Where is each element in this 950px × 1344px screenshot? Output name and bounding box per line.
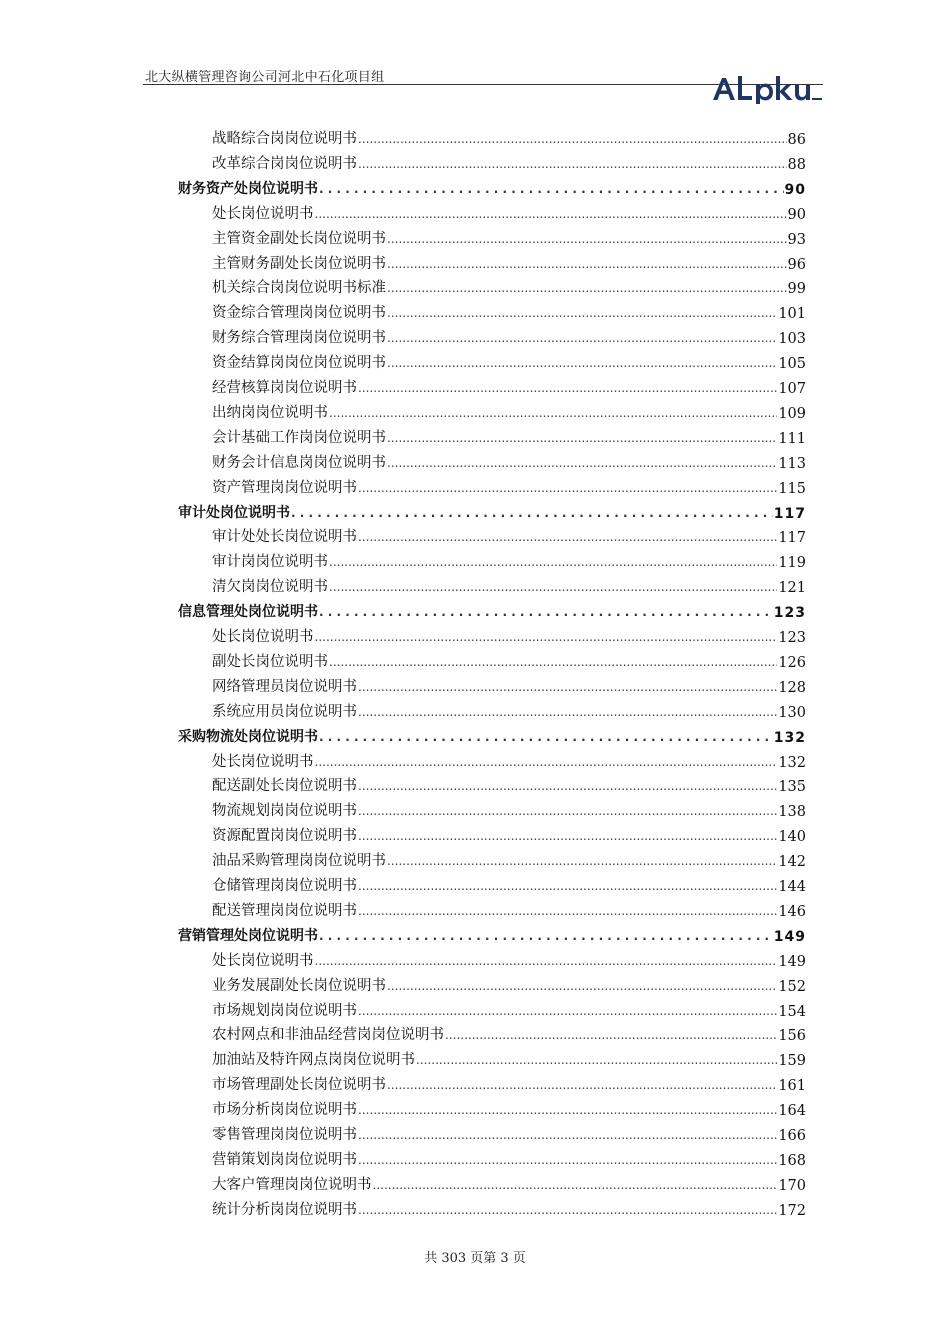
toc-entry[interactable] — [178, 871, 808, 895]
toc-entry-title: 处长岗位说明书 — [212, 629, 314, 645]
toc-leader-dots — [358, 777, 777, 795]
toc-entry-title: 业务发展副处长岗位说明书 — [212, 977, 386, 994]
toc-entry-title: 审计处处长岗位说明书 — [212, 529, 357, 546]
toc-leader-dots — [319, 603, 773, 621]
toc-section-entry[interactable] — [178, 597, 808, 621]
toc-leader-dots — [387, 454, 777, 472]
header-title: 北大纵横管理咨询公司河北中石化项目组 — [145, 70, 385, 85]
toc-entry[interactable] — [178, 971, 808, 995]
toc-entry-title: 会计基础工作岗岗位说明书 — [212, 429, 386, 446]
toc-entry[interactable] — [178, 1195, 808, 1219]
toc-entry-page-number: 168 — [778, 1152, 806, 1169]
toc-entry-title: 战略综合岗岗位说明书 — [212, 131, 357, 147]
toc-entry-page-number: 115 — [778, 480, 806, 497]
toc-entry[interactable] — [178, 996, 808, 1020]
toc-leader-dots — [416, 1051, 777, 1069]
toc-entry[interactable] — [178, 373, 808, 397]
toc-entry-page-number: 156 — [778, 1028, 806, 1045]
toc-entry-page-number: 121 — [778, 580, 806, 597]
toc-leader-dots — [358, 379, 777, 397]
toc-entry-title: 农村网点和非油品经营岗岗位说明书 — [212, 1027, 444, 1044]
toc-entry[interactable] — [178, 448, 808, 472]
toc-entry-title: 主管财务副处长岗位说明书 — [212, 255, 386, 272]
toc-entry-page-number: 126 — [778, 654, 806, 671]
toc-leader-dots — [329, 578, 777, 596]
toc-section-entry[interactable] — [178, 722, 808, 746]
toc-entry[interactable] — [178, 273, 808, 297]
toc-entry-title: 资源配置岗岗位说明书 — [212, 828, 357, 845]
toc-entry-title: 财务会计信息岗岗位说明书 — [212, 454, 386, 471]
toc-entry-title: 处长岗位说明书 — [212, 952, 314, 969]
toc-entry-title: 出纳岗岗位说明书 — [212, 404, 328, 421]
toc-leader-dots — [358, 703, 777, 721]
toc-leader-dots — [445, 1026, 777, 1044]
toc-entry[interactable] — [178, 473, 808, 497]
toc-entry-title: 仓储管理岗岗位说明书 — [212, 878, 357, 894]
toc-entry-page-number: 164 — [778, 1103, 806, 1120]
toc-entry-title: 物流规划岗岗位说明书 — [212, 803, 357, 820]
toc-entry-title: 机关综合岗岗位说明书标准 — [212, 280, 386, 297]
toc-entry-page-number: 144 — [778, 879, 806, 895]
toc-entry[interactable] — [178, 1070, 808, 1094]
toc-leader-dots — [358, 1201, 777, 1219]
company-logo — [711, 72, 823, 104]
toc-entry-page-number: 107 — [778, 381, 806, 397]
toc-entry-page-number: 172 — [778, 1202, 806, 1219]
toc-leader-dots — [329, 404, 777, 422]
page-footer: 共 303 页第 3 页 — [424, 1251, 526, 1266]
toc-entry-title: 配送副处长岗位说明书 — [212, 778, 357, 795]
toc-leader-dots — [358, 1002, 777, 1020]
toc-entry-page-number: 90 — [787, 206, 806, 223]
toc-leader-dots — [373, 1176, 778, 1194]
toc-leader-dots — [358, 1126, 777, 1144]
toc-entry[interactable] — [178, 846, 808, 870]
toc-entry-page-number: 103 — [778, 331, 806, 348]
toc-entry-page-number: 166 — [778, 1128, 806, 1144]
toc-entry-page-number: 117 — [778, 530, 806, 547]
toc-entry[interactable] — [178, 672, 808, 696]
toc-entry[interactable] — [178, 747, 808, 771]
toc-leader-dots — [387, 852, 777, 870]
toc-entry-title: 配送管理岗岗位说明书 — [212, 902, 357, 919]
toc-entry-page-number: 149 — [773, 928, 806, 945]
toc-entry[interactable] — [178, 697, 808, 721]
toc-leader-dots — [358, 827, 777, 845]
toc-entry-page-number: 101 — [778, 306, 806, 323]
toc-section-entry[interactable] — [178, 498, 808, 522]
toc-leader-dots — [358, 130, 787, 148]
toc-entry[interactable] — [178, 1170, 808, 1194]
toc-entry-title: 信息管理处岗位说明书 — [178, 604, 318, 621]
toc-leader-dots — [358, 1101, 777, 1119]
toc-entry[interactable] — [178, 946, 808, 970]
toc-entry-page-number: 170 — [778, 1177, 806, 1194]
toc-entry-page-number: 142 — [778, 854, 806, 871]
toc-entry-title: 主管资金副处长岗位说明书 — [212, 230, 386, 247]
toc-entry-title: 资金结算岗岗位岗位说明书 — [212, 355, 386, 372]
toc-leader-dots — [315, 952, 778, 970]
toc-entry-page-number: 161 — [778, 1078, 806, 1095]
toc-entry-title: 资产管理岗岗位说明书 — [212, 479, 357, 496]
toc-entry-page-number: 111 — [778, 430, 806, 447]
toc-entry-title: 市场规划岗岗位说明书 — [212, 1002, 357, 1019]
toc-entry-page-number: 146 — [778, 903, 806, 920]
toc-entry-page-number: 113 — [778, 455, 806, 472]
toc-entry[interactable] — [178, 149, 808, 173]
toc-entry-title: 零售管理岗岗位说明书 — [212, 1127, 357, 1143]
toc-leader-dots — [319, 728, 773, 746]
toc-entry-title: 加油站及特许网点岗岗位说明书 — [212, 1052, 415, 1069]
toc-entry[interactable] — [178, 323, 808, 347]
toc-leader-dots — [358, 678, 777, 696]
toc-entry-title: 财务资产处岗位说明书 — [178, 180, 318, 197]
toc-entry-page-number: 123 — [778, 630, 806, 646]
toc-entry[interactable] — [178, 1045, 808, 1069]
toc-entry-title: 市场分析岗岗位说明书 — [212, 1102, 357, 1119]
toc-leader-dots — [358, 528, 777, 546]
toc-leader-dots — [315, 205, 787, 223]
toc-entry[interactable] — [178, 124, 808, 148]
toc-entry-page-number: 130 — [778, 704, 806, 721]
toc-entry-title: 采购物流处岗位说明书 — [178, 728, 318, 745]
toc-entry-title: 资金综合管理岗岗位说明书 — [212, 305, 386, 322]
toc-leader-dots — [315, 628, 778, 646]
toc-entry-page-number: 86 — [787, 132, 806, 148]
toc-entry[interactable] — [178, 398, 808, 422]
alpku-logo-icon — [711, 72, 823, 104]
toc-entry-page-number: 88 — [787, 156, 806, 173]
toc-section-entry[interactable] — [178, 174, 808, 198]
toc-entry[interactable] — [178, 199, 808, 223]
toc-entry[interactable] — [178, 622, 808, 646]
toc-leader-dots — [387, 230, 787, 248]
toc-entry[interactable] — [178, 647, 808, 671]
toc-entry[interactable] — [178, 821, 808, 845]
toc-entry-title: 市场管理副处长岗位说明书 — [212, 1077, 386, 1094]
toc-entry-title: 财务综合管理岗岗位说明书 — [212, 330, 386, 347]
toc-entry-title: 审计处岗位说明书 — [178, 504, 290, 521]
toc-entry-page-number: 109 — [778, 405, 806, 422]
toc-entry-title: 改革综合岗岗位说明书 — [212, 155, 357, 172]
toc-leader-dots — [387, 304, 777, 322]
toc-entry-title: 网络管理员岗位说明书 — [212, 678, 357, 695]
toc-entry-title: 大客户管理岗岗位说明书 — [212, 1176, 372, 1193]
toc-leader-dots — [387, 1076, 777, 1094]
toc-leader-dots — [387, 279, 787, 297]
toc-entry-title: 营销策划岗岗位说明书 — [212, 1151, 357, 1168]
toc-entry[interactable] — [178, 249, 808, 273]
toc-entry-page-number: 135 — [778, 779, 806, 796]
toc-leader-dots — [291, 504, 773, 522]
toc-entry[interactable] — [178, 348, 808, 372]
toc-entry-page-number: 138 — [778, 804, 806, 821]
toc-entry-page-number: 154 — [778, 1003, 806, 1020]
toc-leader-dots — [387, 255, 787, 273]
toc-entry-title: 统计分析岗岗位说明书 — [212, 1201, 357, 1218]
toc-leader-dots — [315, 753, 778, 771]
toc-entry[interactable] — [178, 572, 808, 596]
toc-leader-dots — [319, 180, 784, 198]
toc-entry-title: 审计岗岗位说明书 — [212, 554, 328, 571]
toc-entry-page-number: 90 — [784, 181, 806, 198]
toc-entry-title: 系统应用员岗位说明书 — [212, 703, 357, 720]
toc-entry-page-number: 105 — [778, 356, 806, 373]
toc-entry[interactable] — [178, 547, 808, 571]
toc-leader-dots — [358, 902, 777, 920]
toc-entry-page-number: 132 — [773, 729, 806, 746]
toc-section-entry[interactable] — [178, 921, 808, 945]
toc-entry-page-number: 159 — [778, 1053, 806, 1070]
toc-leader-dots — [387, 977, 777, 995]
toc-entry-title: 处长岗位说明书 — [212, 753, 314, 770]
toc-leader-dots — [358, 877, 777, 895]
toc-entry[interactable] — [178, 522, 808, 546]
toc-entry-page-number: 99 — [787, 281, 806, 298]
toc-entry[interactable] — [178, 1145, 808, 1169]
toc-entry[interactable] — [178, 771, 808, 795]
toc-leader-dots — [329, 653, 777, 671]
toc-entry-title: 清欠岗岗位说明书 — [212, 579, 328, 596]
toc-entry[interactable] — [178, 1020, 808, 1044]
toc-entry-page-number: 117 — [773, 505, 806, 522]
toc-leader-dots — [329, 553, 777, 571]
toc-entry-title: 处长岗位说明书 — [212, 205, 314, 222]
toc-leader-dots — [358, 155, 787, 173]
toc-entry-title: 营销管理处岗位说明书 — [178, 927, 318, 944]
toc-entry[interactable] — [178, 298, 808, 322]
toc-leader-dots — [387, 329, 777, 347]
toc-entry-title: 经营核算岗岗位说明书 — [212, 380, 357, 396]
toc-entry[interactable] — [178, 896, 808, 920]
toc-entry-page-number: 128 — [778, 679, 806, 696]
toc-entry-page-number: 119 — [778, 555, 806, 572]
toc-entry[interactable] — [178, 224, 808, 248]
toc-entry-title: 油品采购管理岗岗位说明书 — [212, 853, 386, 870]
toc-entry-page-number: 132 — [778, 754, 806, 771]
toc-leader-dots — [319, 927, 773, 945]
toc-entry-page-number: 123 — [773, 605, 806, 622]
toc-leader-dots — [358, 1151, 777, 1169]
toc-entry-page-number: 140 — [778, 829, 806, 846]
toc-entry-page-number: 96 — [787, 256, 806, 273]
toc-entry-page-number: 149 — [778, 953, 806, 970]
toc-entry[interactable] — [178, 423, 808, 447]
toc-leader-dots — [387, 429, 777, 447]
toc-leader-dots — [358, 479, 777, 497]
toc-entry[interactable] — [178, 796, 808, 820]
toc-entry-page-number: 93 — [787, 231, 806, 248]
toc-entry[interactable] — [178, 1095, 808, 1119]
toc-leader-dots — [387, 354, 777, 372]
toc-leader-dots — [358, 802, 777, 820]
toc-entry-page-number: 152 — [778, 978, 806, 995]
toc-entry-title: 副处长岗位说明书 — [212, 653, 328, 670]
toc-entry[interactable] — [178, 1120, 808, 1144]
